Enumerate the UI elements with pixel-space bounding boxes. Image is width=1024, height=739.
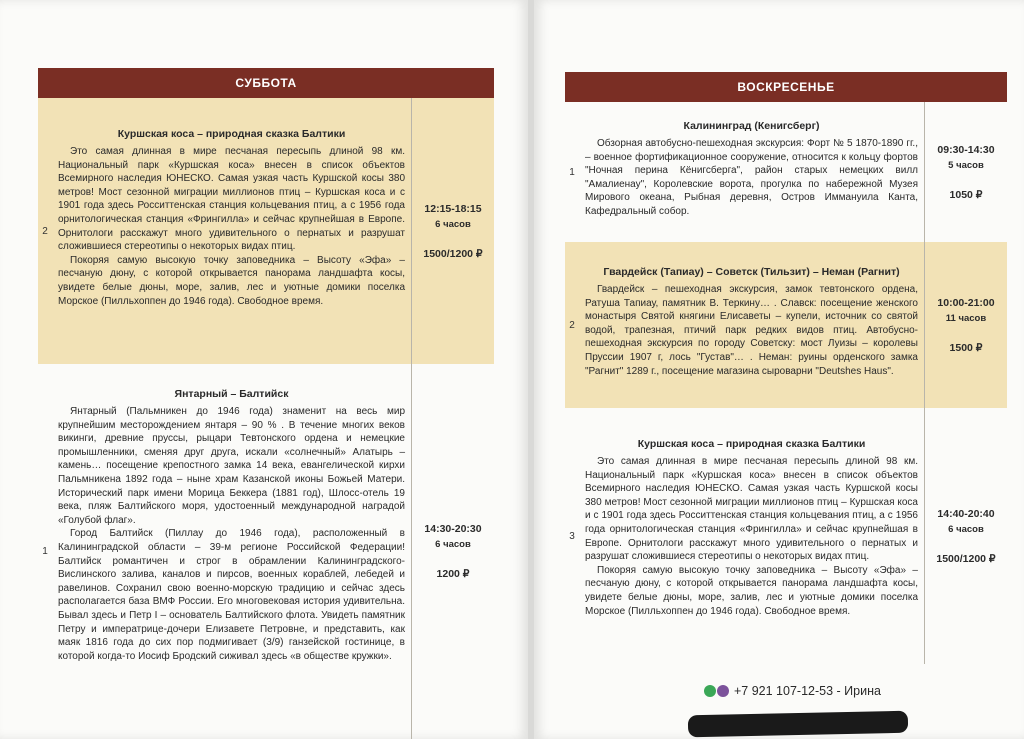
tour-paragraph: Янтарный (Пальмникен до 1946 года) знаменит на весь мир крупнейшим месторождением янтаря – 90 % . В течение многих веков викинги, древние пруссы, рыцари Тевтонского ордена и немецкие промышленники, сменяя друг друга, искали «солнечный» Алатырь – камень… посещение крепостного замка 14 века, евангелической кирхи Пальмникена 1892 года – ныне храм Казанской иконы Божьей Матери. Исторический парк имени Морица Беккера (1881 год), Шлосс-отель 19 века, пляж Балтийского моря, удостоенный международной наградой «Голубой флаг». — [58, 406, 405, 526]
sunday-header: ВОСКРЕСЕНЬЕ — [565, 72, 1007, 102]
tour-row-gvardeysk-sovetsk-neman — [565, 242, 1007, 408]
tour-title: Калининград (Кенигсберг) — [683, 120, 820, 132]
tour-title: Куршская коса – природная сказка Балтики — [637, 438, 866, 450]
tour-time: 12:15-18:15 — [424, 202, 482, 215]
tour-number: 3 — [569, 530, 575, 542]
tour-price: 1050 ₽ — [949, 188, 983, 201]
tour-price: 1500/1200 ₽ — [423, 247, 483, 260]
saturday-header: СУББОТА — [38, 68, 494, 98]
tour-schedule — [925, 242, 1007, 408]
tour-price: 1500/1200 ₽ — [936, 552, 996, 565]
contact-line — [704, 684, 881, 698]
tour-number: 2 — [569, 319, 575, 331]
tour-price: 1500 ₽ — [949, 341, 983, 354]
tour-paragraph: Гвардейск – пешеходная экскурсия, замок тевтонского ордена, Ратуша Тапиау, памятник В. Теркину… . Славск: посещение женского монастыря Святой княгини Елисаветы – купели, источник со святой водой, трапезная, птичий парк редких видов птиц. Автобусно-пешеходная экскурсия по городу Советску: мост Луизы – королевы Пруссии 1907 г, лось "Густав"… . Неман: руины орденского замка "Рагнит" 1289 г., посещение магазина сыроварни "Deutshes Haus". — [585, 284, 918, 377]
tour-paragraph: Это самая длинная в мире песчаная пересыпь длиной 98 км. Национальный парк «Куршская коса» внесен в список объектов Всемирного наследия ЮНЕСКО. Самая узкая часть Куршской косы 380 метров! Мост сезонной миграции миллионов птиц – Куршская коса и с 1901 года здесь Росситтенская станция кольцевания птиц, а с 1956 года орнитологическая станция «Фрингилла» и сейчас крупнейшая в Европе. Орнитологи расскажут много удивительного о пернатых и разрушат сложившиеся стереотипы о некоторых видах птиц. — [585, 456, 918, 563]
tour-duration: 6 часов — [435, 539, 471, 550]
tour-paragraph: Покоряя самую высокую точку заповедника – Высоту «Эфа» – песчаную дюну, с которой открывается панорама ландшафта косы, увидете белые дюны, море, залив, лес и уютные домики поселка Морское (Пилльхоппен до 1946 года). Свободное время. — [585, 564, 918, 617]
tour-title: Гвардейск (Тапиау) – Советск (Тильзит) – Неман (Рагнит) — [603, 266, 900, 278]
tour-title: Янтарный – Балтийск — [174, 388, 289, 400]
tour-paragraph: Обзорная автобусно-пешеходная экскурсия: Форт № 5 1870-1890 гг., – военное фортификационное сооружение, относится к кольцу фортов "Ночная перина Кёнигсберга", район старых немецких вилл "Амалиенау", Королевские ворота, прогулка по набережной Музея Мирового океана, Рыбная деревня, Остров Иммануила Канта, Кафедральный собор. — [585, 138, 918, 217]
tour-description — [579, 242, 925, 408]
tour-time: 14:40-20:40 — [937, 507, 995, 520]
tour-number: 1 — [42, 546, 48, 557]
tour-number: 2 — [42, 225, 48, 237]
tour-schedule — [925, 408, 1007, 664]
tour-schedule — [412, 364, 494, 739]
tour-description — [52, 98, 412, 364]
contact-phone: +7 921 107-12-53 - Ирина — [734, 684, 881, 698]
redaction-mark — [688, 711, 908, 738]
tour-duration: 6 часов — [435, 218, 471, 230]
tour-paragraph: Покоряя самую высокую точку заповедника – Высоту «Эфа» – песчаную дюну, с которой открывается панорама ландшафта косы, увидете белые дюны, море, залив, лес и уютные домики поселка Морское (Пилльхоппен до 1946 года). Свободное время. — [58, 254, 405, 307]
tour-schedule — [925, 102, 1007, 242]
tour-description — [52, 364, 412, 739]
tour-row-yantarny-baltiysk — [38, 364, 494, 739]
tour-time: 10:00-21:00 — [937, 296, 995, 309]
whatsapp-icon — [704, 685, 716, 697]
tour-duration: 5 часов — [948, 159, 984, 171]
tour-row-kurshskaya-sunday — [565, 408, 1007, 664]
right-page — [534, 0, 1024, 739]
tour-schedule — [412, 98, 494, 364]
tour-time: 09:30-14:30 — [937, 143, 995, 156]
tour-description — [579, 408, 925, 664]
tour-row-kurshskaya-saturday — [38, 98, 494, 364]
tour-duration: 11 часов — [945, 312, 987, 324]
viber-icon — [717, 685, 729, 697]
tour-duration: 6 часов — [948, 523, 984, 535]
tour-title: Куршская коса – природная сказка Балтики — [117, 128, 346, 140]
tour-number: 1 — [569, 166, 575, 178]
tour-price: 1200 ₽ — [436, 568, 470, 580]
tour-row-kaliningrad — [565, 102, 1007, 242]
tour-paragraph: Город Балтийск (Пиллау до 1946 года), расположенный в Калининградской области – 39-м регионе Российской Федерации! Балтийск романтичен и строг в обрамлении Калининградского-Вислинского залива, каналов и пирсов, военных кораблей, лебедей и равелинов. Сохранил свою военно-морскую традицию и сейчас здесь располагается база ВМФ России. Его многовековая история удивительна. Бывал здесь и Петр I – основатель Балтийского флота. Увидеть памятник Петру и императрице-дочери Елизавете Петровне, и представить, как маяк 1816 года до сих пор подмигивает (3/9) ганзейской гостинице, в которой когда-то Иосиф Бродский сиживал здесь «в обществе кружки». — [58, 528, 405, 662]
tour-description — [579, 102, 925, 242]
tour-time: 14:30-20:30 — [424, 523, 482, 535]
tour-paragraph: Это самая длинная в мире песчаная пересыпь длиной 98 км. Национальный парк «Куршская коса» внесен в список объектов Всемирного наследия ЮНЕСКО. Самая узкая часть Куршской косы 380 метров! Мост сезонной миграции миллионов птиц – Куршская коса и с 1901 года здесь Росситтенская станция кольцевания птиц, а с 1956 года орнитологическая станция «Фрингилла» и сейчас крупнейшая в Европе. Орнитологи расскажут много удивительного о пернатых и разрушат сложившиеся стереотипы о некоторых видах птиц. — [58, 146, 405, 253]
